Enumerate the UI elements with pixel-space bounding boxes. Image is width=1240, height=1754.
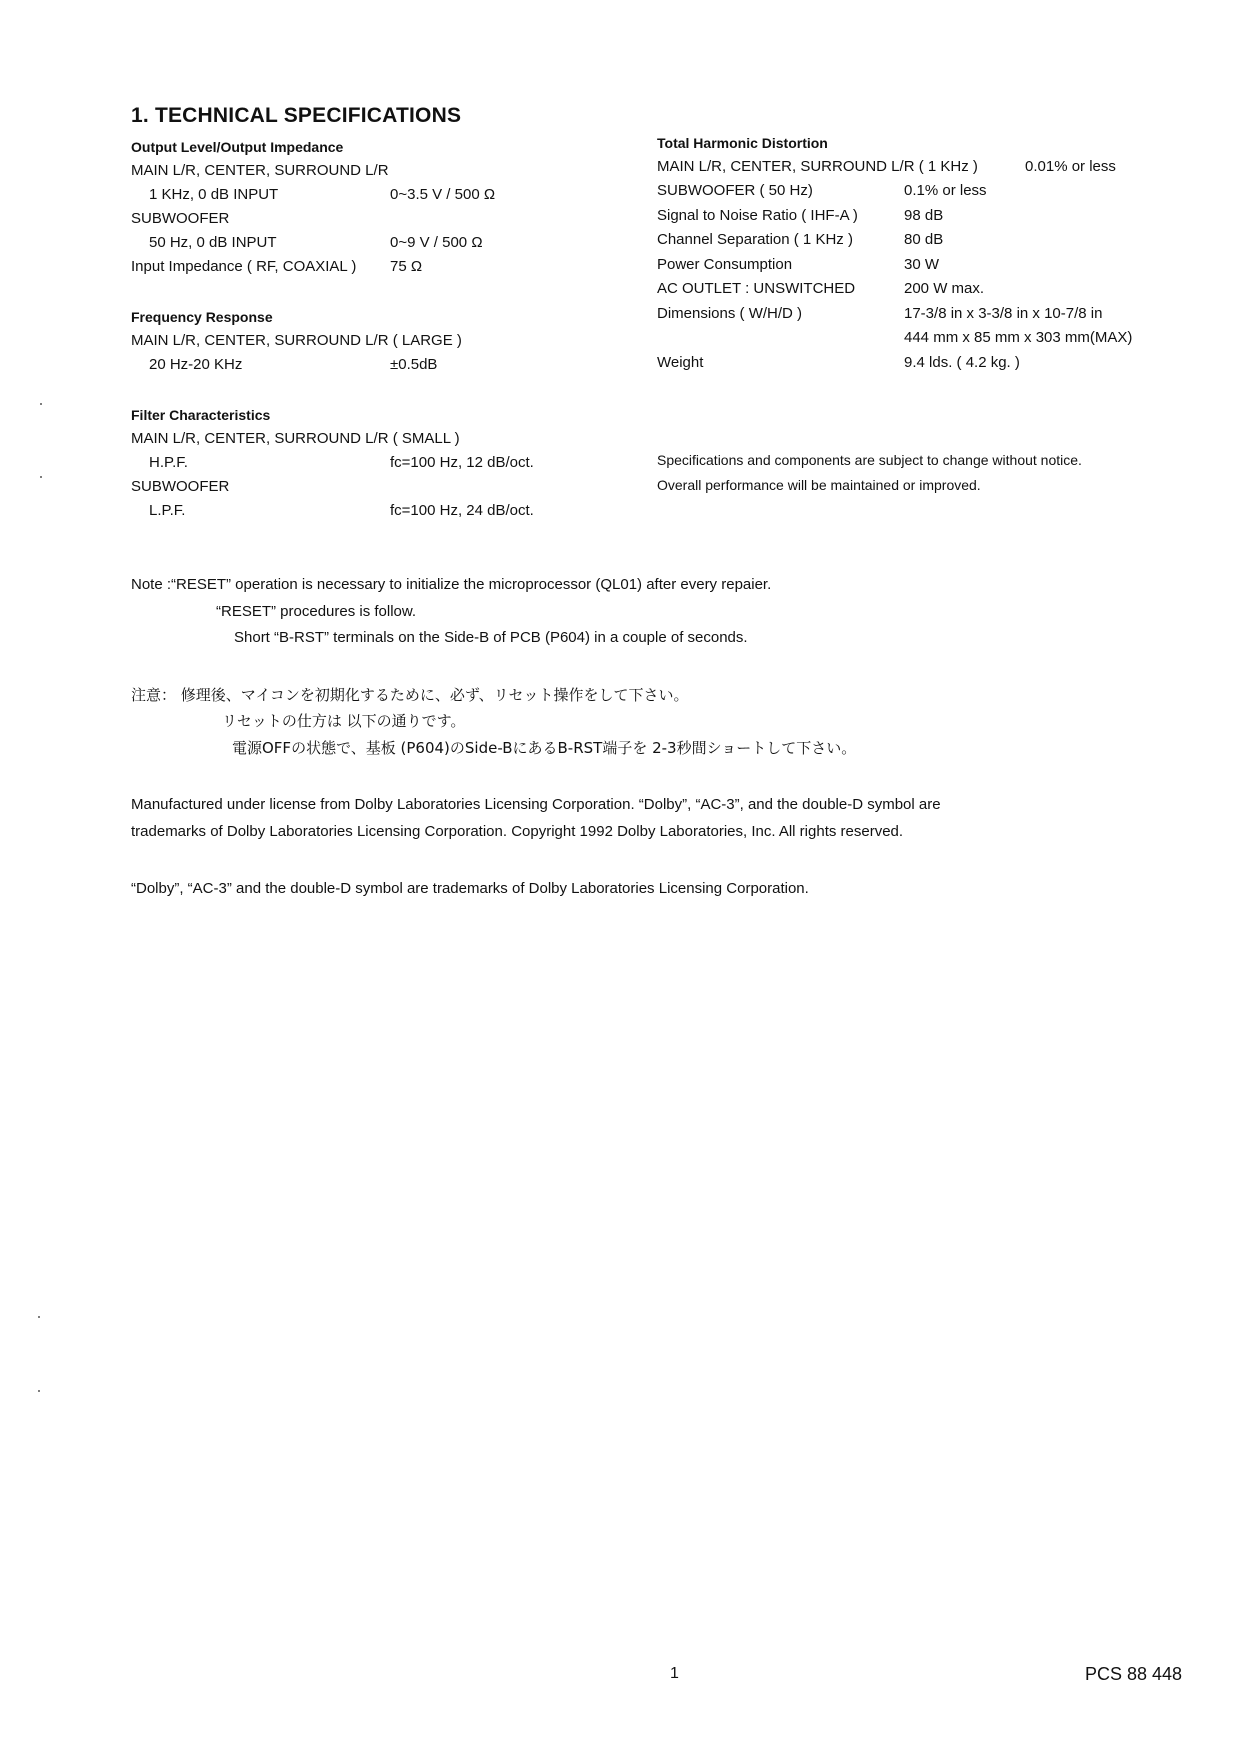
spec-value: 17-3/8 in x 3-3/8 in x 10-7/8 in (904, 305, 1103, 322)
section-title: 1. TECHNICAL SPECIFICATIONS (131, 104, 462, 127)
spec-label: AC OUTLET : UNSWITCHED (657, 280, 856, 297)
output-level-heading: Output Level/Output Impedance (131, 139, 344, 155)
spec-value: 30 W (904, 256, 940, 273)
dolby-license-line: trademarks of Dolby Laboratories Licensing Corporation. Copyright 1992 Dolby Laboratories, Inc. All rights reserved. (131, 823, 904, 840)
spec-value: 444 mm x 85 mm x 303 mm(MAX) (904, 329, 1133, 346)
dolby-license-line: Manufactured under license from Dolby Laboratories Licensing Corporation. “Dolby”, “AC-3”, and the double-D symbol are (131, 796, 941, 813)
reset-note-line: “RESET” procedures is follow. (216, 603, 417, 620)
spec-label: L.P.F. (149, 502, 186, 519)
reset-note-line: Note :“RESET” operation is necessary to initialize the microprocessor (QL01) after every repaier. (131, 576, 772, 593)
spec-value: fc=100 Hz, 24 dB/oct. (390, 502, 534, 519)
spec-value: 0~3.5 V / 500 Ω (390, 186, 496, 203)
page-number: 1 (670, 1665, 679, 1682)
spec-label: MAIN L/R, CENTER, SURROUND L/R ( 1 KHz ) (657, 158, 978, 175)
spec-label: Power Consumption (657, 256, 793, 273)
thd-heading: Total Harmonic Distortion (657, 135, 828, 151)
spec-label: SUBWOOFER (131, 478, 230, 495)
frequency-response-heading: Frequency Response (131, 309, 273, 325)
spec-value: 0~9 V / 500 Ω (390, 234, 483, 251)
scan-speck (38, 1390, 40, 1392)
spec-value: 200 W max. (904, 280, 985, 297)
spec-notice-line: Overall performance will be maintained or improved. (657, 477, 981, 493)
spec-value: 80 dB (904, 231, 944, 248)
spec-value: fc=100 Hz, 12 dB/oct. (390, 454, 534, 471)
spec-label: 50 Hz, 0 dB INPUT (149, 234, 277, 251)
scan-speck (38, 1316, 40, 1318)
reset-note-jp-line: リセットの仕方は 以下の通りです。 (222, 712, 466, 730)
reset-note-jp-line: 電源OFFの状態で、基板 (P604)のSide-BにあるB-RST端子を 2-3秒間ショートして下さい。 (232, 739, 857, 757)
scan-speck (40, 476, 42, 478)
dolby-trademark-line: “Dolby”, “AC-3” and the double-D symbol are trademarks of Dolby Laboratories Licensing Corporation. (131, 880, 809, 897)
spec-value: ±0.5dB (390, 356, 438, 373)
spec-label: 20 Hz-20 KHz (149, 356, 243, 373)
spec-notice-line: Specifications and components are subject to change without notice. (657, 452, 1082, 468)
scan-speck (40, 403, 42, 405)
spec-label: Input Impedance ( RF, COAXIAL ) (131, 258, 357, 275)
spec-value: 98 dB (904, 207, 944, 224)
spec-label: Weight (657, 354, 704, 371)
spec-label: MAIN L/R, CENTER, SURROUND L/R ( LARGE ) (131, 332, 462, 349)
document-code: PCS 88 448 (1085, 1664, 1183, 1684)
spec-label: MAIN L/R, CENTER, SURROUND L/R ( SMALL ) (131, 430, 460, 447)
spec-value: 0.01% or less (1025, 158, 1116, 175)
spec-label: SUBWOOFER ( 50 Hz) (657, 182, 813, 199)
spec-label: SUBWOOFER (131, 210, 230, 227)
spec-label: Signal to Noise Ratio ( IHF-A ) (657, 207, 858, 224)
spec-label: Dimensions ( W/H/D ) (657, 305, 803, 322)
spec-label: Channel Separation ( 1 KHz ) (657, 231, 853, 248)
spec-value: 0.1% or less (904, 182, 987, 199)
reset-note-jp-line: 注意： 修理後、マイコンを初期化するために、必ず、リセット操作をして下さい。 (131, 686, 689, 704)
spec-value: 75 Ω (390, 258, 423, 275)
spec-label: MAIN L/R, CENTER, SURROUND L/R (131, 162, 389, 179)
spec-label: 1 KHz, 0 dB INPUT (149, 186, 279, 203)
reset-note-line: Short “B-RST” terminals on the Side-B of PCB (P604) in a couple of seconds. (234, 629, 748, 646)
filter-characteristics-heading: Filter Characteristics (131, 407, 271, 423)
spec-value: 9.4 lds. ( 4.2 kg. ) (904, 354, 1020, 371)
spec-label: H.P.F. (149, 454, 188, 471)
